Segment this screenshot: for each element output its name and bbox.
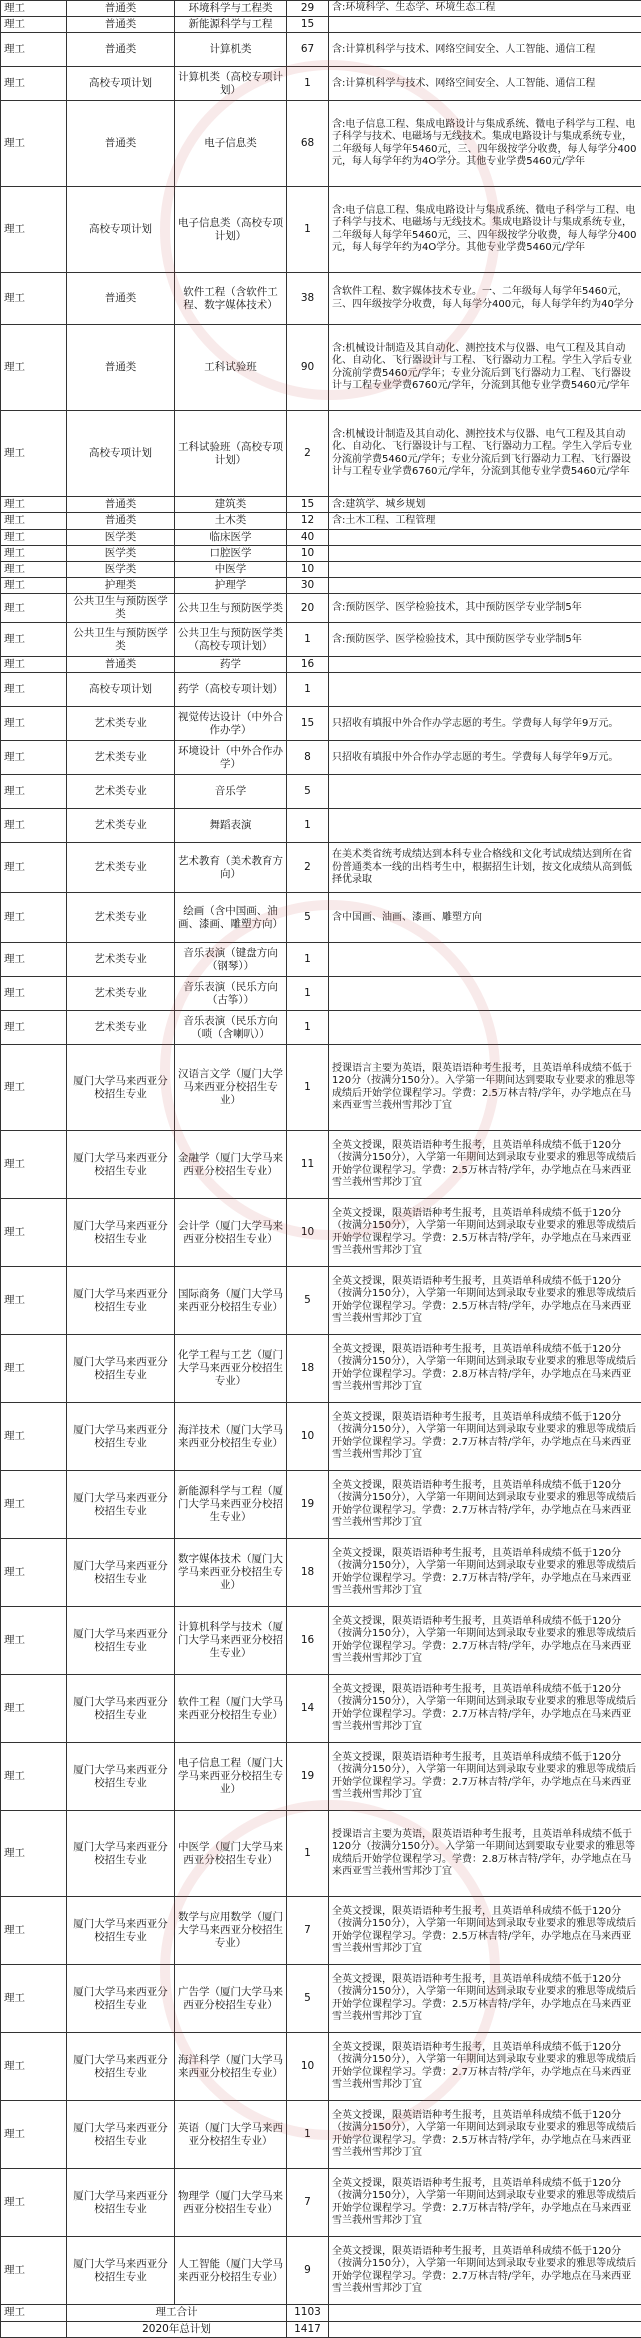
table-row xyxy=(1,101,641,187)
type-cell: 厦门大学马来西亚分校招生专业 xyxy=(67,2101,175,2169)
total-note-cell xyxy=(329,2321,641,2337)
count-cell: 16 xyxy=(287,1607,329,1675)
type-cell: 公共卫生与预防医学类 xyxy=(67,594,175,623)
category-cell: 理工 xyxy=(1,2169,67,2237)
count-cell: 15 xyxy=(287,17,329,33)
total-category-cell xyxy=(1,2321,67,2337)
category-cell: 理工 xyxy=(1,1539,67,1607)
category-cell: 理工 xyxy=(1,17,67,33)
count-cell: 1 xyxy=(287,1811,329,1897)
note-cell: 含:环境科学、生态学、环境生态工程 xyxy=(329,1,641,17)
category-cell: 理工 xyxy=(1,513,67,529)
category-cell: 理工 xyxy=(1,594,67,623)
major-cell: 数学与应用数学（厦门大学马来西亚分校招生专业） xyxy=(175,1897,287,1965)
count-cell: 18 xyxy=(287,1335,329,1403)
category-cell: 理工 xyxy=(1,1403,67,1471)
table-row xyxy=(1,1011,641,1045)
category-cell: 理工 xyxy=(1,1267,67,1335)
note-cell: 全英文授课，限英语语种考生报考，且英语单科成绩不低于120分（按满分150分），入学第一年期间达到录取专业要求的雅思等成绩后开始学位课程学习。学费：2.7万林吉特/学年，办学地点在马来西亚雪兰莪州雪邦沙丁宜 xyxy=(329,2237,641,2305)
table-row xyxy=(1,1131,641,1199)
type-cell: 厦门大学马来西亚分校招生专业 xyxy=(67,1539,175,1607)
category-cell: 理工 xyxy=(1,1743,67,1811)
note-cell: 授课语言主要为英语，限英语语种考生报考，且英语单科成绩不低于120分（按满分150分）。入学第一年期间达到要取专业要求的雅思等成绩后开始学位课程学习。学费：2.8万林吉特/学年，办学地点在马来西亚雪兰莪州雪邦沙丁宜 xyxy=(329,1811,641,1897)
table-row xyxy=(1,187,641,273)
category-cell: 理工 xyxy=(1,187,67,273)
count-cell: 1 xyxy=(287,187,329,273)
table-row xyxy=(1,623,641,657)
type-cell: 医学类 xyxy=(67,545,175,561)
category-cell: 理工 xyxy=(1,623,67,657)
note-cell xyxy=(329,577,641,593)
table-row xyxy=(1,2033,641,2101)
note-cell: 含:预防医学、医学检验技术，其中预防医学专业学制5年 xyxy=(329,594,641,623)
type-cell: 艺术类专业 xyxy=(67,707,175,741)
count-cell: 11 xyxy=(287,1131,329,1199)
category-cell: 理工 xyxy=(1,33,67,67)
type-cell: 普通类 xyxy=(67,513,175,529)
count-cell: 5 xyxy=(287,1267,329,1335)
note-cell: 全英文授课，限英语语种考生报考，且英语单科成绩不低于120分（按满分150分），入学第一年期间达到录取专业要求的雅思等成绩后开始学位课程学习。学费：2.5万林吉特/学年，办学地点在马来西亚雪兰莪州雪邦沙丁宜 xyxy=(329,1131,641,1199)
type-cell: 高校专项计划 xyxy=(67,673,175,707)
type-cell: 普通类 xyxy=(67,657,175,673)
category-cell: 理工 xyxy=(1,411,67,497)
type-cell: 厦门大学马来西亚分校招生专业 xyxy=(67,2169,175,2237)
note-cell: 全英文授课，限英语语种考生报考，且英语单科成绩不低于120分（按满分150分），入学第一年期间达到录取专业要求的雅思等成绩后开始学位课程学习。学费：2.7万林吉特/学年，办学地点在马来西亚雪兰莪州雪邦沙丁宜 xyxy=(329,1743,641,1811)
count-cell: 1 xyxy=(287,2101,329,2169)
note-cell: 全英文授课，限英语语种考生报考，且英语单科成绩不低于120分（按满分150分），入学第一年期间达到录取专业要求的雅思等成绩后开始学位课程学习。学费：2.7万林吉特/学年，办学地点在马来西亚雪兰莪州雪邦沙丁宜 xyxy=(329,2169,641,2237)
type-cell: 护理类 xyxy=(67,577,175,593)
category-cell: 理工 xyxy=(1,943,67,977)
major-cell: 化学工程与工艺（厦门大学马来西亚分校招生专业） xyxy=(175,1335,287,1403)
table-row xyxy=(1,843,641,893)
note-cell: 全英文授课，限英语语种考生报考，且英语单科成绩不低于120分（按满分150分），入学第一年期间达到录取专业要求的雅思等成绩后开始学位课程学习。学费：2.7万林吉特/学年，办学地点在马来西亚雪兰莪州雪邦沙丁宜 xyxy=(329,2033,641,2101)
note-cell xyxy=(329,775,641,809)
table-row xyxy=(1,1403,641,1471)
major-cell: 计算机类（高校专项计划） xyxy=(175,67,287,101)
note-cell xyxy=(329,17,641,33)
table-row xyxy=(1,1267,641,1335)
category-cell: 理工 xyxy=(1,1131,67,1199)
count-cell: 7 xyxy=(287,1897,329,1965)
type-cell: 厦门大学马来西亚分校招生专业 xyxy=(67,1267,175,1335)
major-cell: 公共卫生与预防医学类（高校专项计划） xyxy=(175,623,287,657)
table-row xyxy=(1,33,641,67)
table-row xyxy=(1,1675,641,1743)
note-cell: 含:计算机科学与技术、网络空间安全、人工智能、通信工程 xyxy=(329,33,641,67)
major-cell: 国际商务（厦门大学马来西亚分校招生专业） xyxy=(175,1267,287,1335)
table-row xyxy=(1,1,641,17)
type-cell: 艺术类专业 xyxy=(67,775,175,809)
count-cell: 9 xyxy=(287,2237,329,2305)
total-count-cell: 1417 xyxy=(287,2321,329,2337)
table-row xyxy=(1,1335,641,1403)
major-cell: 音乐表演（民乐方向（唢（含喇叭）） xyxy=(175,1011,287,1045)
major-cell: 音乐表演（键盘方向（钢琴）） xyxy=(175,943,287,977)
total-row xyxy=(1,2305,641,2321)
count-cell: 1 xyxy=(287,673,329,707)
table-row xyxy=(1,2237,641,2305)
note-cell: 全英文授课，限英语语种考生报考，且英语单科成绩不低于120分（按满分150分），入学第一年期间达到录取专业要求的雅思等成绩后开始学位课程学习。学费：2.5万林吉特/学年，办学地点在马来西亚雪兰莪州雪邦沙丁宜 xyxy=(329,1897,641,1965)
count-cell: 1 xyxy=(287,943,329,977)
major-cell: 电子信息工程（厦门大学马来西亚分校招生专业） xyxy=(175,1743,287,1811)
type-cell: 艺术类专业 xyxy=(67,977,175,1011)
table-row xyxy=(1,893,641,943)
category-cell: 理工 xyxy=(1,2237,67,2305)
major-cell: 新能源科学与工程（厦门大学马来西亚分校招生专业） xyxy=(175,1471,287,1539)
count-cell: 16 xyxy=(287,657,329,673)
table-row xyxy=(1,273,641,325)
major-cell: 广告学（厦门大学马来西亚分校招生专业） xyxy=(175,1965,287,2033)
category-cell: 理工 xyxy=(1,67,67,101)
count-cell: 8 xyxy=(287,741,329,775)
count-cell: 2 xyxy=(287,411,329,497)
table-row xyxy=(1,775,641,809)
type-cell: 艺术类专业 xyxy=(67,741,175,775)
major-cell: 护理学 xyxy=(175,577,287,593)
type-cell: 艺术类专业 xyxy=(67,1011,175,1045)
count-cell: 38 xyxy=(287,273,329,325)
count-cell: 1 xyxy=(287,977,329,1011)
table-row xyxy=(1,594,641,623)
major-cell: 英语（厦门大学马来西亚分校招生专业） xyxy=(175,2101,287,2169)
type-cell: 公共卫生与预防医学类 xyxy=(67,623,175,657)
major-cell: 海洋科学（厦门大学马来西亚分校招生专业） xyxy=(175,2033,287,2101)
type-cell: 艺术类专业 xyxy=(67,893,175,943)
table-row xyxy=(1,1471,641,1539)
note-cell: 在美术类省统考成绩达到本科专业合格线和文化考试成绩达到所在省份普通类本一线的出档考生中，根据招生计划，按文化成绩从高到低择优录取 xyxy=(329,843,641,893)
type-cell: 厦门大学马来西亚分校招生专业 xyxy=(67,1045,175,1131)
note-cell: 含软件工程、数字媒体技术专业。一、二年级每人每学年5460元，三、四年级按学分收费，每人每学分400元，每人每学年约为40学分 xyxy=(329,273,641,325)
count-cell: 5 xyxy=(287,893,329,943)
category-cell: 理工 xyxy=(1,843,67,893)
table-row xyxy=(1,325,641,411)
type-cell: 厦门大学马来西亚分校招生专业 xyxy=(67,1743,175,1811)
table-row xyxy=(1,2101,641,2169)
table-row xyxy=(1,497,641,513)
note-cell: 含中国画、油画、漆画、雕塑方向 xyxy=(329,893,641,943)
category-cell: 理工 xyxy=(1,775,67,809)
count-cell: 7 xyxy=(287,2169,329,2237)
major-cell: 土木类 xyxy=(175,513,287,529)
category-cell: 理工 xyxy=(1,497,67,513)
type-cell: 艺术类专业 xyxy=(67,843,175,893)
major-cell: 环境设计（中外合作办学） xyxy=(175,741,287,775)
category-cell: 理工 xyxy=(1,577,67,593)
type-cell: 厦门大学马来西亚分校招生专业 xyxy=(67,1471,175,1539)
table-row xyxy=(1,1897,641,1965)
major-cell: 海洋技术（厦门大学马来西亚分校招生专业） xyxy=(175,1403,287,1471)
table-row xyxy=(1,1607,641,1675)
major-cell: 口腔医学 xyxy=(175,545,287,561)
category-cell: 理工 xyxy=(1,561,67,577)
note-cell xyxy=(329,1011,641,1045)
count-cell: 20 xyxy=(287,594,329,623)
note-cell: 全英文授课，限英语语种考生报考，且英语单科成绩不低于120分（按满分150分），入学第一年期间达到录取专业要求的雅思等成绩后开始学位课程学习。学费：2.7万林吉特/学年，办学地点在马来西亚雪兰莪州雪邦沙丁宜 xyxy=(329,1607,641,1675)
table-row xyxy=(1,741,641,775)
total-row xyxy=(1,2321,641,2337)
major-cell: 数字媒体技术（厦门大学马来西亚分校招生专业） xyxy=(175,1539,287,1607)
count-cell: 10 xyxy=(287,561,329,577)
major-cell: 会计学（厦门大学马来西亚分校招生专业） xyxy=(175,1199,287,1267)
major-cell: 计算机科学与技术（厦门大学马来西亚分校招生专业） xyxy=(175,1607,287,1675)
count-cell: 2 xyxy=(287,843,329,893)
table-row xyxy=(1,513,641,529)
note-cell: 含:机械设计制造及其自动化、测控技术与仪器、电气工程及其自动化、自动化、飞行器设计与工程、飞行器动力工程。学生入学后专业分流前学费5460元/学年；专业分流后到飞行器动力工程、飞行器设计与工程专业学费6760元/学年，分流到其他专业学费5460元/学年 xyxy=(329,411,641,497)
major-cell: 物理学（厦门大学马来西亚分校招生专业） xyxy=(175,2169,287,2237)
type-cell: 艺术类专业 xyxy=(67,943,175,977)
note-cell: 授课语言主要为英语，限英语语种考生报考，且英语单科成绩不低于120分（按满分150分）。入学第一年期间达到要取专业要求的雅思等成绩后开始学位课程学习。学费：2.5万林吉特/学年，办学地点在马来西亚雪兰莪州雪邦沙丁宜 xyxy=(329,1045,641,1131)
category-cell: 理工 xyxy=(1,2101,67,2169)
category-cell: 理工 xyxy=(1,809,67,843)
note-cell: 全英文授课，限英语语种考生报考，且英语单科成绩不低于120分（按满分150分），入学第一年期间达到录取专业要求的雅思等成绩后开始学位课程学习。学费：2.7万林吉特/学年，办学地点在马来西亚雪兰莪州雪邦沙丁宜 xyxy=(329,1675,641,1743)
major-cell: 绘画（含中国画、油画、漆画、雕塑方向） xyxy=(175,893,287,943)
note-cell: 含:建筑学、城乡规划 xyxy=(329,497,641,513)
count-cell: 10 xyxy=(287,1403,329,1471)
type-cell: 普通类 xyxy=(67,17,175,33)
major-cell: 人工智能（厦门大学马来西亚分校招生专业） xyxy=(175,2237,287,2305)
count-cell: 10 xyxy=(287,545,329,561)
category-cell: 理工 xyxy=(1,101,67,187)
major-cell: 计算机类 xyxy=(175,33,287,67)
table-row xyxy=(1,657,641,673)
major-cell: 药学（高校专项计划） xyxy=(175,673,287,707)
type-cell: 艺术类专业 xyxy=(67,809,175,843)
table-row xyxy=(1,561,641,577)
count-cell: 1 xyxy=(287,809,329,843)
table-row xyxy=(1,707,641,741)
type-cell: 厦门大学马来西亚分校招生专业 xyxy=(67,2237,175,2305)
type-cell: 厦门大学马来西亚分校招生专业 xyxy=(67,1131,175,1199)
major-cell: 软件工程（含软件工程、数字媒体技术） xyxy=(175,273,287,325)
count-cell: 5 xyxy=(287,775,329,809)
table-row xyxy=(1,1539,641,1607)
total-category-cell: 理工 xyxy=(1,2305,67,2321)
note-cell xyxy=(329,561,641,577)
count-cell: 90 xyxy=(287,325,329,411)
count-cell: 19 xyxy=(287,1471,329,1539)
type-cell: 厦门大学马来西亚分校招生专业 xyxy=(67,1897,175,1965)
count-cell: 68 xyxy=(287,101,329,187)
major-cell: 音乐表演（民乐方向（古筝）） xyxy=(175,977,287,1011)
category-cell: 理工 xyxy=(1,545,67,561)
category-cell: 理工 xyxy=(1,1,67,17)
type-cell: 高校专项计划 xyxy=(67,411,175,497)
count-cell: 30 xyxy=(287,577,329,593)
category-cell: 理工 xyxy=(1,325,67,411)
note-cell xyxy=(329,943,641,977)
note-cell: 全英文授课，限英语语种考生报考，且英语单科成绩不低于120分（按满分150分），入学第一年期间达到录取专业要求的雅思等成绩后开始学位课程学习。学费：2.5万林吉特/学年，办学地点在马来西亚雪兰莪州雪邦沙丁宜 xyxy=(329,1267,641,1335)
note-cell: 全英文授课，限英语语种考生报考，且英语单科成绩不低于120分（按满分150分），入学第一年期间达到录取专业要求的雅思等成绩后开始学位课程学习。学费：2.5万林吉特/学年，办学地点在马来西亚雪兰莪州雪邦沙丁宜 xyxy=(329,1199,641,1267)
major-cell: 电子信息类（高校专项计划） xyxy=(175,187,287,273)
type-cell: 厦门大学马来西亚分校招生专业 xyxy=(67,1607,175,1675)
category-cell: 理工 xyxy=(1,529,67,545)
count-cell: 1 xyxy=(287,1045,329,1131)
major-cell: 工科试验班 xyxy=(175,325,287,411)
note-cell: 全英文授课，限英语语种考生报考，且英语单科成绩不低于120分（按满分150分），入学第一年期间达到录取专业要求的雅思等成绩后开始学位课程学习。学费：2.7万林吉特/学年，办学地点在马来西亚雪兰莪州雪邦沙丁宜 xyxy=(329,1403,641,1471)
count-cell: 67 xyxy=(287,33,329,67)
note-cell: 含:电子信息工程、集成电路设计与集成系统、微电子科学与工程、电子科学与技术、电磁场与无线技术。集成电路设计与集成系统专业，二年级每人每学年5460元，三、四年级按学分收费，每人每学分400元，每人每学年约为4O学分。其他专业学费5460元/学年 xyxy=(329,187,641,273)
category-cell: 理工 xyxy=(1,2033,67,2101)
table-row xyxy=(1,529,641,545)
major-cell: 环境科学与工程类 xyxy=(175,1,287,17)
type-cell: 医学类 xyxy=(67,561,175,577)
table-row xyxy=(1,545,641,561)
note-cell: 含:土木工程、工程管理 xyxy=(329,513,641,529)
note-cell xyxy=(329,673,641,707)
major-cell: 公共卫生与预防医学类 xyxy=(175,594,287,623)
note-cell: 全英文授课，限英语语种考生报考，且英语单科成绩不低于120分（按满分150分），入学第一年期间达到录取专业要求的雅思等成绩后开始学位课程学习。学费：2.5万林吉特/学年，办学地点在马来西亚雪兰莪州雪邦沙丁宜 xyxy=(329,2101,641,2169)
table-row xyxy=(1,1045,641,1131)
total-count-cell: 1103 xyxy=(287,2305,329,2321)
note-cell: 含:计算机科学与技术、网络空间安全、人工智能、通信工程 xyxy=(329,67,641,101)
table-row xyxy=(1,67,641,101)
category-cell: 理工 xyxy=(1,1675,67,1743)
table-row xyxy=(1,577,641,593)
category-cell: 理工 xyxy=(1,893,67,943)
type-cell: 高校专项计划 xyxy=(67,187,175,273)
count-cell: 5 xyxy=(287,1965,329,2033)
table-row xyxy=(1,1743,641,1811)
category-cell: 理工 xyxy=(1,1897,67,1965)
count-cell: 1 xyxy=(287,1011,329,1045)
table-row xyxy=(1,977,641,1011)
category-cell: 理工 xyxy=(1,1811,67,1897)
count-cell: 40 xyxy=(287,529,329,545)
total-note-cell xyxy=(329,2305,641,2321)
note-cell: 含:机械设计制造及其自动化、测控技术与仪器、电气工程及其自动化、自动化、飞行器设计与工程、飞行器动力工程。学生入学后专业分流前学费5460元/学年；专业分流后到飞行器动力工程、飞行器设计与工程专业学费6760元/学年，分流到其他专业学费5460元/学年 xyxy=(329,325,641,411)
category-cell: 理工 xyxy=(1,1335,67,1403)
table-row xyxy=(1,673,641,707)
type-cell: 厦门大学马来西亚分校招生专业 xyxy=(67,1965,175,2033)
major-cell: 药学 xyxy=(175,657,287,673)
category-cell: 理工 xyxy=(1,1199,67,1267)
count-cell: 1 xyxy=(287,623,329,657)
table-row xyxy=(1,17,641,33)
category-cell: 理工 xyxy=(1,673,67,707)
note-cell: 只招收有填报中外合作办学志愿的考生。学费每人每学年9万元。 xyxy=(329,707,641,741)
category-cell: 理工 xyxy=(1,657,67,673)
major-cell: 汉语言文学（厦门大学马来西亚分校招生专业） xyxy=(175,1045,287,1131)
table-row xyxy=(1,943,641,977)
note-cell xyxy=(329,657,641,673)
table-row xyxy=(1,1811,641,1897)
type-cell: 普通类 xyxy=(67,101,175,187)
major-cell: 舞蹈表演 xyxy=(175,809,287,843)
type-cell: 普通类 xyxy=(67,33,175,67)
category-cell: 理工 xyxy=(1,1045,67,1131)
type-cell: 厦门大学马来西亚分校招生专业 xyxy=(67,1335,175,1403)
count-cell: 14 xyxy=(287,1675,329,1743)
table-row xyxy=(1,2169,641,2237)
total-label-cell: 理工合计 xyxy=(67,2305,287,2321)
note-cell: 全英文授课，限英语语种考生报考，且英语单科成绩不低于120分（按满分150分），入学第一年期间达到录取专业要求的雅思等成绩后开始学位课程学习。学费：2.7万林吉特/学年，办学地点在马来西亚雪兰莪州雪邦沙丁宜 xyxy=(329,1539,641,1607)
count-cell: 1 xyxy=(287,67,329,101)
major-cell: 音乐学 xyxy=(175,775,287,809)
note-cell: 全英文授课，限英语语种考生报考，且英语单科成绩不低于120分（按满分150分），入学第一年期间达到录取专业要求的雅思等成绩后开始学位课程学习。学费：2.7万林吉特/学年，办学地点在马来西亚雪兰莪州雪邦沙丁宜 xyxy=(329,1471,641,1539)
note-cell xyxy=(329,529,641,545)
type-cell: 厦门大学马来西亚分校招生专业 xyxy=(67,2033,175,2101)
table-row xyxy=(1,809,641,843)
type-cell: 厦门大学马来西亚分校招生专业 xyxy=(67,1811,175,1897)
count-cell: 19 xyxy=(287,1743,329,1811)
count-cell: 15 xyxy=(287,497,329,513)
category-cell: 理工 xyxy=(1,707,67,741)
category-cell: 理工 xyxy=(1,1011,67,1045)
table-row xyxy=(1,1965,641,2033)
type-cell: 厦门大学马来西亚分校招生专业 xyxy=(67,1199,175,1267)
note-cell xyxy=(329,977,641,1011)
type-cell: 普通类 xyxy=(67,325,175,411)
note-cell xyxy=(329,809,641,843)
table-body xyxy=(1,1,641,2338)
count-cell: 18 xyxy=(287,1539,329,1607)
table-row xyxy=(1,1199,641,1267)
table-row xyxy=(1,411,641,497)
category-cell: 理工 xyxy=(1,1607,67,1675)
major-cell: 金融学（厦门大学马来西亚分校招生专业） xyxy=(175,1131,287,1199)
type-cell: 厦门大学马来西亚分校招生专业 xyxy=(67,1403,175,1471)
count-cell: 10 xyxy=(287,1199,329,1267)
category-cell: 理工 xyxy=(1,273,67,325)
category-cell: 理工 xyxy=(1,1965,67,2033)
note-cell xyxy=(329,545,641,561)
note-cell: 只招收有填报中外合作办学志愿的考生。学费每人每学年9万元。 xyxy=(329,741,641,775)
category-cell: 理工 xyxy=(1,977,67,1011)
count-cell: 12 xyxy=(287,513,329,529)
major-cell: 电子信息类 xyxy=(175,101,287,187)
major-cell: 软件工程（厦门大学马来西亚分校招生专业） xyxy=(175,1675,287,1743)
major-cell: 艺术教育（美术教育方向） xyxy=(175,843,287,893)
count-cell: 29 xyxy=(287,1,329,17)
major-cell: 临床医学 xyxy=(175,529,287,545)
note-cell: 含:电子信息工程、集成电路设计与集成系统、微电子科学与工程、电子科学与技术、电磁场与无线技术。集成电路设计与集成系统专业，二年级每人每学年5460元，三、四年级按学分收费，每人每学分400元，每人每学年约为4O学分。其他专业学费5460元/学年 xyxy=(329,101,641,187)
type-cell: 普通类 xyxy=(67,273,175,325)
note-cell: 全英文授课，限英语语种考生报考，且英语单科成绩不低于120分（按满分150分），入学第一年期间达到录取专业要求的雅思等成绩后开始学位课程学习。学费：2.5万林吉特/学年，办学地点在马来西亚雪兰莪州雪邦沙丁宜 xyxy=(329,1965,641,2033)
count-cell: 10 xyxy=(287,2033,329,2101)
count-cell: 15 xyxy=(287,707,329,741)
major-cell: 中医学（厦门大学马来西亚分校招生专业） xyxy=(175,1811,287,1897)
major-cell: 中医学 xyxy=(175,561,287,577)
type-cell: 普通类 xyxy=(67,1,175,17)
type-cell: 普通类 xyxy=(67,497,175,513)
type-cell: 高校专项计划 xyxy=(67,67,175,101)
type-cell: 医学类 xyxy=(67,529,175,545)
category-cell: 理工 xyxy=(1,1471,67,1539)
note-cell: 全英文授课，限英语语种考生报考，且英语单科成绩不低于120分（按满分150分），入学第一年期间达到录取专业要求的雅思等成绩后开始学位课程学习。学费：2.8万林吉特/学年，办学地点在马来西亚雪兰莪州雪邦沙丁宜 xyxy=(329,1335,641,1403)
type-cell: 厦门大学马来西亚分校招生专业 xyxy=(67,1675,175,1743)
category-cell: 理工 xyxy=(1,741,67,775)
major-cell: 视觉传达设计（中外合作办学） xyxy=(175,707,287,741)
major-cell: 建筑类 xyxy=(175,497,287,513)
total-label-cell: 2020年总计划 xyxy=(67,2321,287,2337)
major-cell: 新能源科学与工程 xyxy=(175,17,287,33)
major-cell: 工科试验班（高校专项计划） xyxy=(175,411,287,497)
note-cell: 含:预防医学、医学检验技术，其中预防医学专业学制5年 xyxy=(329,623,641,657)
